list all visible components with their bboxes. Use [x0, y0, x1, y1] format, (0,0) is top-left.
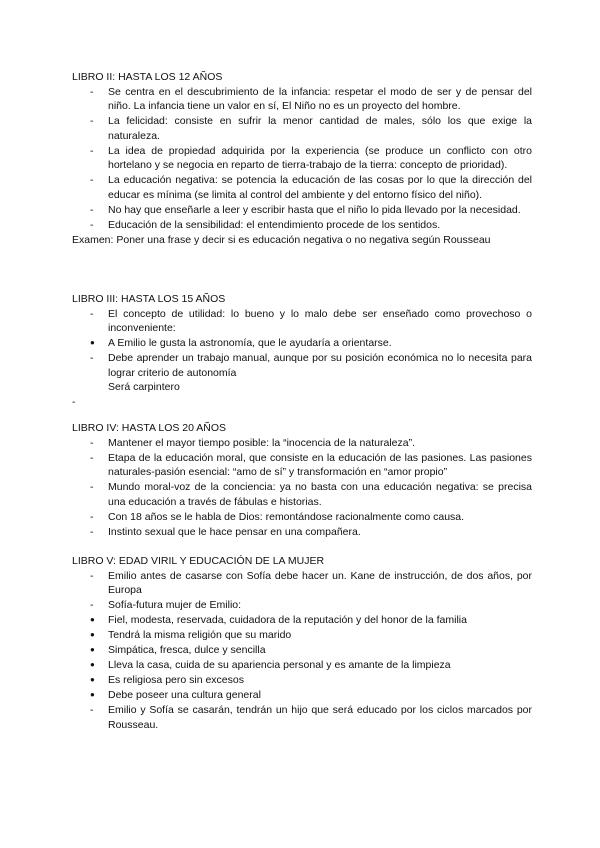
item-text: Sofía-futura mujer de Emilio: [108, 599, 242, 611]
dash-marker: - [90, 436, 94, 449]
list-item [72, 703, 532, 732]
bullet-marker: ● [90, 338, 95, 347]
list-item [72, 613, 532, 628]
libro-v-section [72, 554, 532, 733]
list-item [72, 688, 532, 703]
bullet-marker: ● [90, 675, 95, 684]
libro-ii-section [72, 70, 532, 247]
dash-marker: - [90, 704, 94, 716]
list-item [72, 351, 532, 395]
dash-marker: - [90, 481, 94, 493]
libro-v-heading: LIBRO V: EDAD VIRIL Y EDUCACIÓN DE LA MUJER [72, 555, 325, 567]
libro-iv-list [72, 436, 532, 540]
libro-iii-list [72, 307, 532, 395]
list-item [72, 525, 532, 540]
item-text: Se centra en el descubrimiento de la infancia: respetar el modo de ser y de pensar del niño. La infancia tiene un valor en sí, El Niño no es un proyecto del hombre. [108, 85, 532, 112]
list-item [72, 673, 532, 688]
item-text: Mantener el mayor tiempo posible: la “inocencia de la naturaleza”. [108, 436, 415, 449]
item-text: Con 18 años se le habla de Dios: remontándose racionalmente como causa. [108, 510, 465, 523]
list-item [72, 203, 532, 218]
item-text: Emilio y Sofía se casarán, tendrán un hijo que será educado por los ciclos marcados por Rousseau. [108, 704, 532, 731]
dash-marker: - [90, 203, 94, 216]
list-item [72, 173, 532, 202]
list-item [72, 307, 532, 336]
libro-iii-section [72, 292, 532, 395]
list-item [72, 336, 532, 351]
item-text: La idea de propiedad adquirida por la experiencia (se produce un conflicto con otro hortelano y se negocia en reparto de tierra-trabajo de la tierra: concepto de prioridad). [108, 144, 532, 171]
bullet-marker: ● [90, 615, 95, 624]
exam-note: Examen: Poner una frase y decir si es educación negativa o no negativa según Rousseau [72, 233, 491, 246]
item-text: Debe aprender un trabajo manual, aunque por su posición económica no lo necesita para lograr criterio de autonomía [108, 352, 532, 379]
bullet-marker: ● [90, 660, 95, 669]
dash-marker: - [90, 115, 94, 127]
bullet-marker: ● [90, 645, 95, 654]
libro-v-list [72, 569, 532, 733]
dash-marker: - [90, 352, 94, 364]
item-text: La educación negativa: se potencia la educación de las cosas por lo que la dirección del educar es mínima (se limita al control del ambiente y del entorno físico del niño). [108, 174, 532, 201]
dash-marker: - [90, 510, 94, 523]
list-item [72, 598, 532, 613]
dash-marker: - [90, 569, 94, 582]
dash-marker: - [90, 451, 94, 464]
item-text: A Emilio le gusta la astronomía, que le ayudaría a orientarse. [108, 337, 392, 349]
libro-iv-heading: LIBRO IV: HASTA LOS 20 AÑOS [72, 422, 227, 434]
libro-iii-heading: LIBRO III: HASTA LOS 15 AÑOS [72, 293, 226, 305]
item-text: Mundo moral-voz de la conciencia: ya no basta con una educación negativa: se precisa una educación a través de fábulas e historias. [108, 481, 532, 508]
list-item [72, 628, 532, 643]
list-item [72, 85, 532, 114]
list-item [72, 436, 532, 451]
dash-marker: - [90, 599, 94, 611]
dash-marker: - [90, 218, 94, 231]
item-text: No hay que enseñarle a leer y escribir hasta que el niño lo pida llevado por la necesidad. [108, 203, 521, 216]
dash-marker: - [90, 144, 94, 157]
list-item [72, 218, 532, 233]
item-text: La felicidad: consiste en sufrir la menor cantidad de males, sólo los que exige la naturaleza. [108, 115, 532, 142]
item-text: Educación de la sensibilidad: el entendimiento procede de los sentidos. [108, 218, 441, 231]
item-text: Fiel, modesta, reservada, cuidadora de la reputación y del honor de la familia [108, 614, 467, 626]
stray-dash: - [72, 396, 76, 408]
bullet-marker: ● [90, 630, 95, 639]
item-text: Debe poseer una cultura general [108, 689, 261, 701]
dash-marker: - [90, 525, 94, 538]
libro-ii-list [72, 85, 532, 233]
list-item [72, 144, 532, 173]
item-text: Lleva la casa, cuida de su apariencia personal y es amante de la limpieza [108, 659, 451, 671]
item-extra-text: Será carpintero [108, 381, 180, 393]
list-item [72, 643, 532, 658]
item-text: Tendrá la misma religión que su marido [108, 629, 292, 641]
item-text: Instinto sexual que le hace pensar en una compañera. [108, 525, 361, 538]
libro-iv-section [72, 421, 532, 540]
dash-marker: - [90, 174, 94, 186]
list-item [72, 569, 532, 598]
dash-marker: - [90, 307, 94, 320]
list-item [72, 480, 532, 509]
list-item [72, 114, 532, 143]
list-item [72, 510, 532, 525]
dash-marker: - [90, 85, 94, 98]
item-text: Etapa de la educación moral, que consiste en la educación de las pasiones. Las pasiones naturales-pasión esencial: “amo de sí” y transformación en “amor propio” [108, 451, 532, 478]
item-text: Emilio antes de casarse con Sofía debe hacer un. Kane de instrucción, de dos años, por Europa [108, 569, 532, 596]
item-text: El concepto de utilidad: lo bueno y lo malo debe ser enseñado como provechoso o inconveniente: [108, 307, 532, 334]
libro-ii-heading: LIBRO II: HASTA LOS 12 AÑOS [72, 71, 223, 83]
item-text: Simpática, fresca, dulce y sencilla [108, 644, 266, 656]
list-item [72, 658, 532, 673]
bullet-marker: ● [90, 690, 95, 699]
list-item [72, 451, 532, 480]
item-text: Es religiosa pero sin excesos [108, 674, 244, 686]
